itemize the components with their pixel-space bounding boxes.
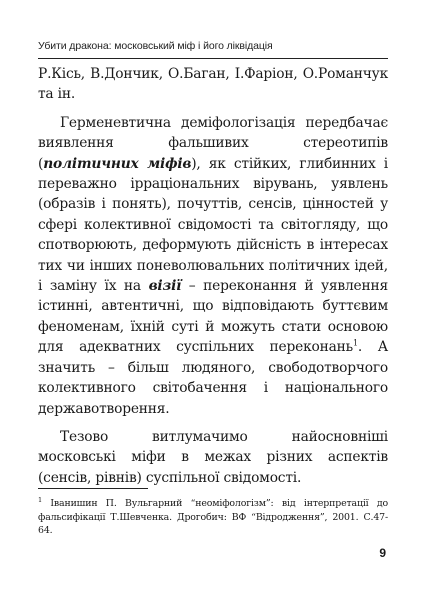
emphasis-visions: візії (148, 278, 182, 295)
body-text (38, 64, 388, 496)
paragraph-2-text-e: – переконання й уявлення істинні, автентичні, що відповідають буттєвим феноменам, їхній суті й можуть стати основою для адекватних суспільних переконань (38, 278, 388, 356)
paragraph-2-text-f: . А значить – більш людяного, свободотворчого колективного світобачення і національного державотворення. (38, 339, 388, 417)
footnote-rule (38, 488, 148, 489)
footnote-mark: 1 (38, 496, 42, 504)
paragraph-1: Р.Кісь, В.Дончик, О.Баган, І.Фаріон, О.Романчук та ін. (38, 66, 388, 103)
paragraph-2-text-c: ), як стійких, глибинних і переважно ірраціональних вірувань, уявлень (образів і понять), почуттів, сенсів, цінностей у сфері колективної свідомості та світогляду, що спотворюють, деформують дійсність в інтересах тих чи інших поневолювальних політичних ідей, і заміну їх на (38, 155, 388, 295)
running-header: Убити дракона: московський міф і його ліквідація (38, 40, 273, 52)
paragraph-3: Тезово витлумачимо найосновніші московські міфи в межах різних аспектів (сенсів, рівнів) суспільної свідомості. (38, 428, 388, 486)
footnote-text: Іванишин П. Вульгарний “неоміфологізм”: від інтерпретації до фальсифікації Т.Шевченка. Дрогобич: ВФ “Відродження”, 2001. С.47-64. (38, 498, 388, 537)
footnote (38, 494, 388, 538)
paragraph-2-text-a: Герменевтична деміфологізація передбачає виявлення фальшивих стереотипів ( (38, 114, 388, 172)
emphasis-political-myths: політичних міфів (43, 155, 192, 172)
paragraph-2 (38, 113, 388, 419)
footnote-reference[interactable]: 1 (352, 338, 358, 348)
page-number: 9 (379, 546, 386, 560)
header-rule (38, 58, 388, 59)
